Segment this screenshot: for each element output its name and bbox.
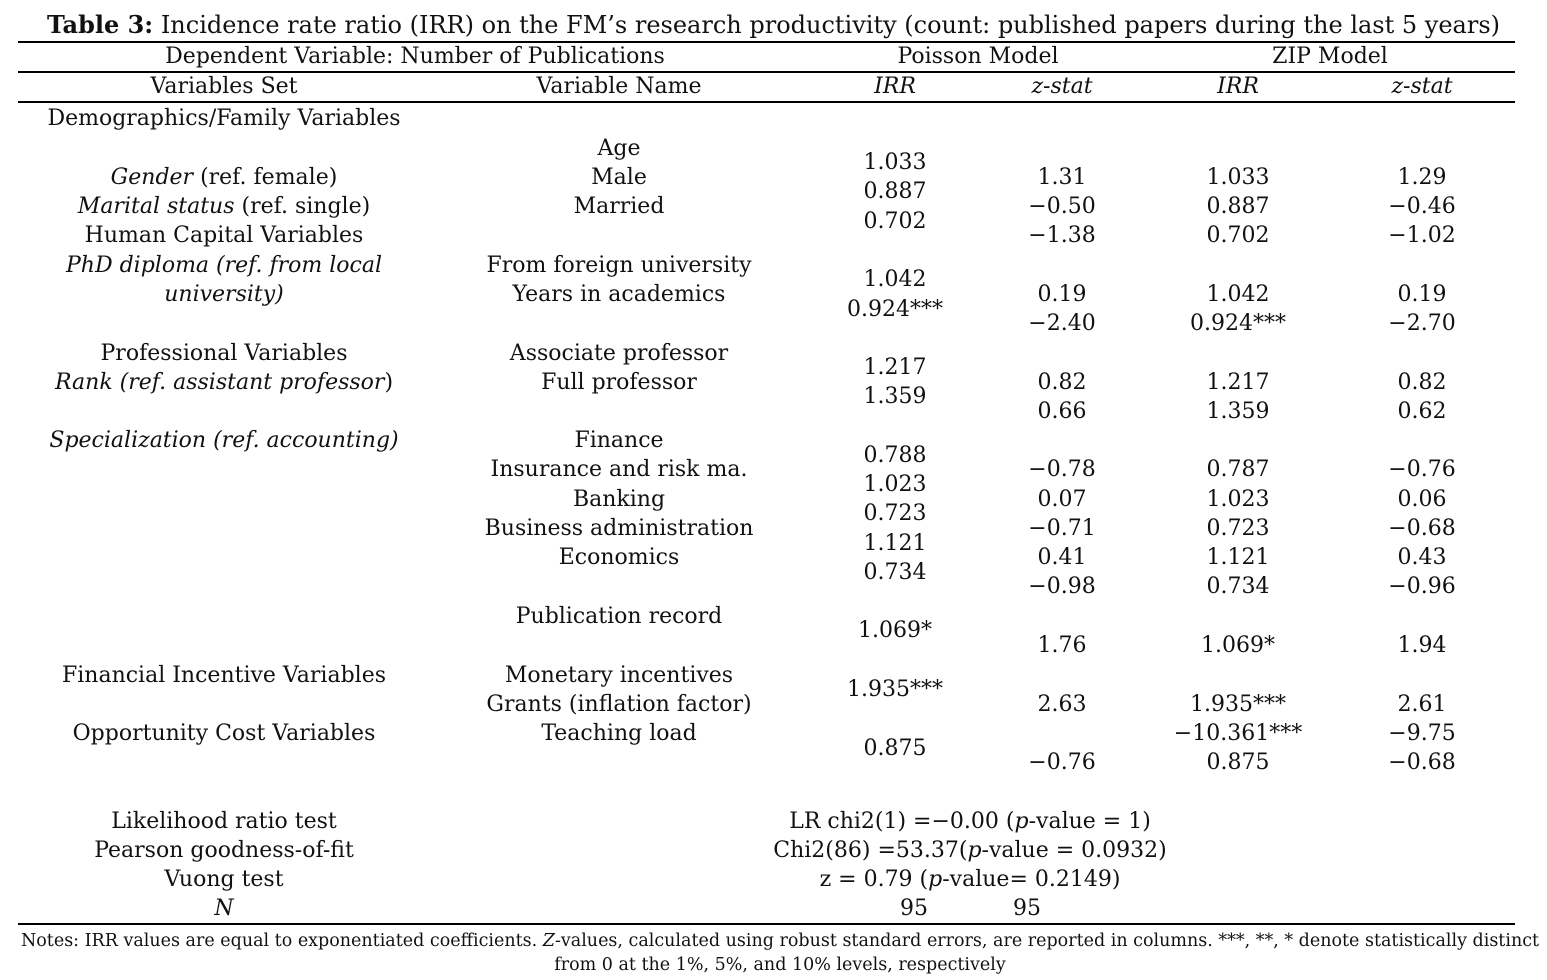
zip-irr-cell: 1.069* — [1201, 633, 1275, 658]
set-label-phd-2: university) — [164, 282, 284, 307]
lr-test-post: -value = 1) — [1028, 809, 1151, 834]
zip-irr-cell: 1.359 — [1206, 399, 1270, 424]
zip-model-header: ZIP Model — [1272, 44, 1388, 69]
poisson-z-cell: 0.19 — [1037, 282, 1087, 307]
zip-z-cell: 0.62 — [1397, 399, 1447, 424]
set-label-financial: Financial Incentive Variables — [61, 663, 387, 688]
pearson-test-pre: Chi2(86) =53.37( — [773, 838, 968, 863]
poisson-irr-cell: 0.702 — [863, 209, 927, 234]
poisson-irr-cell: 1.033 — [863, 150, 927, 175]
table-notes — [20, 929, 1540, 977]
set-label-professional: Professional Variables — [100, 341, 348, 366]
zip-z-cell: 1.94 — [1397, 633, 1447, 658]
poisson-irr-cell: 0.723 — [863, 501, 927, 526]
poisson-z-cell: −0.76 — [1028, 750, 1096, 775]
zip-irr-cell: 0.875 — [1206, 750, 1270, 775]
lr-test-p: p — [1014, 809, 1029, 834]
poisson-z-cell: −0.98 — [1028, 574, 1096, 599]
poisson-z-cell: −0.50 — [1028, 194, 1096, 219]
poisson-irr-cell: 1.023 — [863, 472, 927, 497]
zip-irr-cell: 0.734 — [1206, 574, 1270, 599]
poisson-z-cell: 0.82 — [1037, 370, 1087, 395]
zip-z-cell: 0.43 — [1397, 545, 1447, 570]
set-label-marital-italic: Marital status — [77, 194, 235, 219]
var-teaching-load: Teaching load — [541, 721, 697, 746]
poisson-z-cell: 1.31 — [1037, 165, 1087, 190]
set-label-marital-rest: (ref. single) — [234, 194, 371, 219]
poisson-irr-cell: 0.924*** — [847, 297, 943, 322]
vuong-test-value — [820, 867, 1121, 893]
poisson-z-cell: −0.78 — [1028, 457, 1096, 482]
poisson-z-cell: 0.66 — [1037, 399, 1087, 424]
table-title — [0, 10, 1547, 40]
zip-zstat-header: z-stat — [1391, 74, 1453, 99]
zip-irr-cell: 0.723 — [1206, 516, 1270, 541]
poisson-irr-cell: 1.042 — [863, 267, 927, 292]
vuong-test-p: p — [928, 867, 943, 892]
bottom-rule — [18, 923, 1515, 925]
zip-z-cell: −0.68 — [1388, 750, 1456, 775]
zip-z-cell: −2.70 — [1388, 311, 1456, 336]
poisson-irr-cell: 1.121 — [863, 531, 927, 556]
var-married: Married — [573, 194, 665, 219]
zip-z-cell: −9.75 — [1388, 721, 1456, 746]
var-business-admin: Business administration — [484, 516, 754, 541]
test-label-lr: Likelihood ratio test — [111, 809, 337, 834]
poisson-irr-header: IRR — [874, 74, 916, 99]
poisson-irr-cell: 1.217 — [863, 355, 927, 380]
zip-z-cell: 0.06 — [1397, 487, 1447, 512]
zip-z-cell: 1.29 — [1397, 165, 1447, 190]
poisson-irr-cell: 0.875 — [863, 736, 927, 761]
zip-z-cell: −0.96 — [1388, 574, 1456, 599]
dependent-variable-header: Dependent Variable: Number of Publications — [165, 44, 665, 69]
header-rule-2 — [18, 101, 1515, 103]
lr-test-value — [789, 809, 1151, 835]
header-rule-1 — [18, 71, 1515, 73]
var-publication-record: Publication record — [515, 604, 723, 629]
pearson-test-value — [773, 838, 1166, 864]
zip-z-cell: 0.19 — [1397, 282, 1447, 307]
zip-irr-header: IRR — [1217, 74, 1259, 99]
poisson-z-cell: −0.71 — [1028, 516, 1096, 541]
set-label-specialization: Specialization (ref. accounting) — [49, 428, 399, 453]
poisson-z-cell: 1.76 — [1037, 633, 1087, 658]
poisson-z-cell: 0.41 — [1037, 545, 1087, 570]
test-label-pearson: Pearson goodness-of-fit — [94, 838, 354, 863]
poisson-irr-cell: 1.069* — [858, 618, 932, 643]
zip-z-cell: −1.02 — [1388, 223, 1456, 248]
poisson-z-cell: −2.40 — [1028, 311, 1096, 336]
poisson-model-header: Poisson Model — [897, 44, 1059, 69]
set-label-rank-rest: ) — [384, 370, 394, 395]
poisson-irr-cell: 0.788 — [863, 443, 927, 468]
set-label-gender-italic: Gender — [110, 165, 194, 190]
variables-set-header: Variables Set — [150, 74, 298, 99]
set-label-rank — [55, 370, 393, 396]
set-label-rank-italic: Rank (ref. assistant professor — [54, 370, 385, 395]
poisson-zstat-header: z-stat — [1031, 74, 1093, 99]
zip-irr-cell: 0.702 — [1206, 223, 1270, 248]
set-label-opportunity: Opportunity Cost Variables — [72, 721, 376, 746]
var-monetary-incentives: Monetary incentives — [504, 663, 734, 688]
var-economics: Economics — [558, 545, 680, 570]
zip-irr-cell: 1.121 — [1206, 545, 1270, 570]
n-poisson: 95 — [900, 896, 928, 921]
variable-name-header: Variable Name — [536, 74, 702, 99]
zip-irr-cell: −10.361*** — [1173, 721, 1303, 746]
zip-irr-cell: 0.787 — [1206, 457, 1270, 482]
poisson-z-cell: −1.38 — [1028, 223, 1096, 248]
zip-z-cell: 2.61 — [1397, 692, 1447, 717]
test-label-n: N — [214, 896, 234, 921]
var-banking: Banking — [572, 487, 666, 512]
var-full-professor: Full professor — [541, 370, 697, 395]
top-rule — [18, 41, 1515, 43]
poisson-z-cell: 2.63 — [1037, 692, 1087, 717]
set-label-gender — [111, 165, 338, 191]
pearson-test-post: -value = 0.0932) — [981, 838, 1167, 863]
poisson-z-cell: 0.07 — [1037, 487, 1087, 512]
set-label-phd-1: PhD diploma (ref. from local — [65, 253, 383, 278]
var-years-academics: Years in academics — [512, 282, 726, 307]
notes-part-2: -values, calculated using robust standard errors, are reported in columns. ***, **, * denote statistically distinct from 0 at the 1%, 5%, and 10% levels, respectively — [554, 931, 1540, 975]
zip-irr-cell: 0.887 — [1206, 194, 1270, 219]
notes-part-1: Notes: IRR values are equal to exponentiated coefficients. — [20, 931, 543, 951]
table-caption: Incidence rate ratio (IRR) on the FM’s research productivity (count: published papers during the last 5 years) — [160, 11, 1501, 39]
set-label-gender-rest: (ref. female) — [193, 165, 338, 190]
zip-irr-cell: 1.935*** — [1190, 692, 1286, 717]
var-finance: Finance — [574, 428, 664, 453]
var-insurance: Insurance and risk ma. — [490, 457, 748, 482]
poisson-irr-cell: 0.887 — [863, 179, 927, 204]
zip-z-cell: −0.76 — [1388, 457, 1456, 482]
zip-z-cell: −0.46 — [1388, 194, 1456, 219]
var-grants: Grants (inflation factor) — [486, 692, 752, 717]
zip-irr-cell: 0.924*** — [1190, 311, 1286, 336]
vuong-test-pre: z = 0.79 ( — [819, 867, 929, 892]
poisson-irr-cell: 1.935*** — [847, 677, 943, 702]
zip-irr-cell: 1.023 — [1206, 487, 1270, 512]
pearson-test-p: p — [967, 838, 982, 863]
zip-irr-cell: 1.217 — [1206, 370, 1270, 395]
var-associate-professor: Associate professor — [509, 341, 729, 366]
set-label-demographics: Demographics/Family Variables — [47, 106, 401, 131]
var-age: Age — [597, 136, 641, 161]
poisson-irr-cell: 1.359 — [863, 384, 927, 409]
zip-z-cell: 0.82 — [1397, 370, 1447, 395]
zip-irr-cell: 1.042 — [1206, 282, 1270, 307]
vuong-test-post: -value= 0.2149) — [942, 867, 1121, 892]
var-foreign-university: From foreign university — [486, 253, 752, 278]
test-label-vuong: Vuong test — [164, 867, 284, 892]
zip-z-cell: −0.68 — [1388, 516, 1456, 541]
lr-test-pre: LR chi2(1) =−0.00 ( — [789, 809, 1015, 834]
set-label-human-capital: Human Capital Variables — [84, 223, 364, 248]
set-label-marital — [78, 194, 370, 220]
notes-z: Z — [542, 931, 555, 951]
var-male: Male — [591, 165, 647, 190]
zip-irr-cell: 1.033 — [1206, 165, 1270, 190]
poisson-irr-cell: 0.734 — [863, 560, 927, 585]
table-number: Table 3: — [46, 10, 154, 39]
n-zip: 95 — [1013, 896, 1041, 921]
